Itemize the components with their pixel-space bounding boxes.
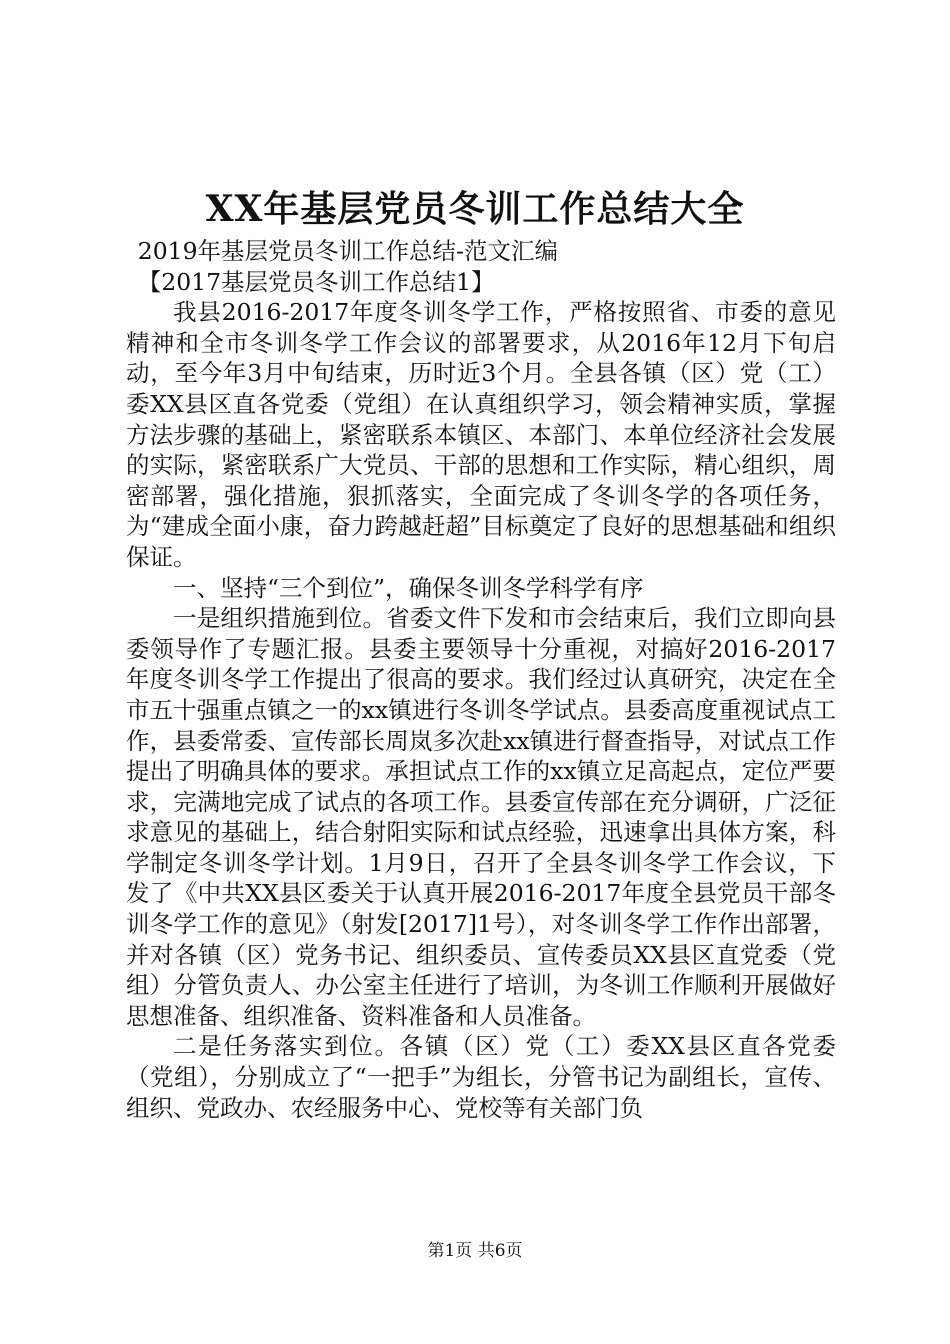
paragraph-organization: 一是组织措施到位。省委文件下发和市会结束后，我们立即向县委领导作了专题汇报。县委主要领导十分重视，对搞好2016-2017年度冬训冬学工作提出了很高的要求。我们经过认真研究，决定在全市五十强重点镇之一的xx镇进行冬训冬学试点。县委高度重视试点工作，县委常委、宣传部长周岚多次赴xx镇进行督查指导，对试点工作提出了明确具体的要求。承担试点工作的xx镇立足高起点，定位严要求，完满地完成了试点的各项工作。县委宣传部在充分调研，广泛征求意见的基础上，结合射阳实际和试点经验，迅速拿出具体方案，科学制定冬训冬学计划。1月9日，召开了全县冬训冬学工作会议，下发了《中共XX县区委关于认真开展2016-2017年度全县党员干部冬训冬学工作的意见》（射发[2017]1号），对冬训冬学工作作出部署，并对各镇（区）党务书记、组织委员、宣传委员XX县区直党委（党组）分管负责人、办公室主任进行了培训，为冬训工作顺利开展做好思想准备、组织准备、资料准备和人员准备。 xyxy=(126,604,836,1030)
document-subtitle: 2019年基层党员冬训工作总结-范文汇编 xyxy=(137,237,558,265)
document-body xyxy=(126,236,836,1123)
page-footer: 第1页 共6页 xyxy=(427,1241,523,1261)
section-label: 【2017基层党员冬训工作总结1】 xyxy=(137,267,495,296)
document-title: XX年基层党员冬训工作总结大全 xyxy=(205,188,745,230)
section-heading: 一、坚持“三个到位”，确保冬训冬学科学有序 xyxy=(173,573,644,602)
paragraph-tasks: 二是任务落实到位。各镇（区）党（工）委XX县区直各党委（党组），分别成立了“一把手”为组长，分管书记为副组长，宣传、组织、党政办、农经服务中心、党校等有关部门负 xyxy=(126,1032,836,1122)
paragraph-intro: 我县2016-2017年度冬训冬学工作，严格按照省、市委的意见精神和全市冬训冬学工作会议的部署要求，从2016年12月下旬启动，至今年3月中旬结束，历时近3个月。全县各镇（区）党（工）委XX县区直各党委（党组）在认真组织学习，领会精神实质，掌握方法步骤的基础上，紧密联系本镇区、本部门、本单位经济社会发展的实际，紧密联系广大党员、干部的思想和工作实际，精心组织，周密部署，强化措施，狠抓落实，全面完成了冬训冬学的各项任务，为“建成全面小康，奋力跨越赶超”目标奠定了良好的思想基础和组织保证。 xyxy=(126,298,836,571)
